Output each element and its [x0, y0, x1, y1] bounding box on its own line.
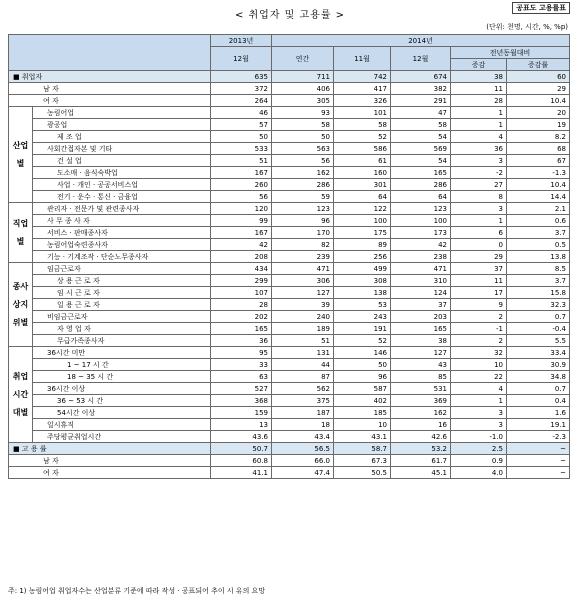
table-cell: ~: [507, 467, 570, 479]
table-cell: 167: [211, 227, 272, 239]
table-cell: 238: [391, 251, 451, 263]
table-cell: 162: [391, 407, 451, 419]
table-cell: ~: [507, 443, 570, 455]
table-cell: 8.5: [507, 263, 570, 275]
table-cell: 99: [211, 215, 272, 227]
table-cell: 32: [451, 347, 507, 359]
row-label: 일시휴직: [33, 419, 211, 431]
table-cell: 1: [451, 395, 507, 407]
table-cell: 138: [334, 287, 391, 299]
row-label: 36시간 미만: [33, 347, 211, 359]
table-cell: 61.7: [391, 455, 451, 467]
table-cell: 4.0: [451, 467, 507, 479]
table-row: [9, 71, 570, 83]
table-cell: 100: [391, 215, 451, 227]
table-cell: 11: [451, 83, 507, 95]
table-cell: 674: [391, 71, 451, 83]
row-label: 제 조 업: [33, 131, 211, 143]
table-cell: 3.7: [507, 275, 570, 287]
table-cell: 173: [391, 227, 451, 239]
table-cell: 19.1: [507, 419, 570, 431]
table-cell: 46: [211, 107, 272, 119]
table-cell: 67: [507, 155, 570, 167]
table-row: [9, 371, 570, 383]
table-row: [9, 179, 570, 191]
table-cell: 14.4: [507, 191, 570, 203]
table-row: [9, 383, 570, 395]
unit-note: (단위: 천명, 시간, %, %p): [486, 23, 568, 31]
table-cell: 59: [272, 191, 334, 203]
table-cell: -0.4: [507, 323, 570, 335]
table-cell: 120: [211, 203, 272, 215]
table-cell: 165: [391, 167, 451, 179]
table-row: [9, 323, 570, 335]
table-cell: 30.9: [507, 359, 570, 371]
table-row: [9, 227, 570, 239]
table-cell: ~: [507, 455, 570, 467]
row-label: ■ 취업자: [9, 71, 211, 83]
table-cell: 58: [334, 119, 391, 131]
table-cell: 43.1: [334, 431, 391, 443]
row-label: 관리자 · 전문가 및 관련종사자: [33, 203, 211, 215]
table-cell: 67.3: [334, 455, 391, 467]
table-cell: 562: [272, 383, 334, 395]
table-cell: 122: [334, 203, 391, 215]
table-cell: 17: [451, 287, 507, 299]
table-row: [9, 455, 570, 467]
table-cell: 27: [451, 179, 507, 191]
row-label: 여 자: [9, 467, 211, 479]
table-cell: 185: [334, 407, 391, 419]
table-cell: 10: [451, 359, 507, 371]
table-row: [9, 203, 570, 215]
table-row: [9, 251, 570, 263]
table-cell: 66.0: [272, 455, 334, 467]
table-row: [9, 83, 570, 95]
table-cell: 43.4: [272, 431, 334, 443]
table-cell: 434: [211, 263, 272, 275]
table-cell: 310: [391, 275, 451, 287]
table-row: [9, 407, 570, 419]
row-label: 1 ~ 17 시 간: [33, 359, 211, 371]
table-cell: 47.4: [272, 467, 334, 479]
table-row: [9, 467, 570, 479]
table-cell: 20: [507, 107, 570, 119]
table-cell: 60.8: [211, 455, 272, 467]
table-cell: 107: [211, 287, 272, 299]
table-cell: 58: [272, 119, 334, 131]
header-2013-dec: 12월: [211, 47, 272, 71]
table-cell: 291: [391, 95, 451, 107]
table-cell: 95: [211, 347, 272, 359]
row-label: 남 자: [9, 455, 211, 467]
table-row: [9, 95, 570, 107]
table-row: [9, 311, 570, 323]
table-cell: 50.5: [334, 467, 391, 479]
table-cell: 191: [334, 323, 391, 335]
table-cell: 586: [334, 143, 391, 155]
table-cell: 306: [272, 275, 334, 287]
table-cell: 123: [391, 203, 451, 215]
table-cell: 527: [211, 383, 272, 395]
row-label: 전기 · 운수 · 통신 · 금융업: [33, 191, 211, 203]
row-label: 남 자: [9, 83, 211, 95]
table-cell: 53: [334, 299, 391, 311]
row-label: 건 설 업: [33, 155, 211, 167]
table-cell: 6: [451, 227, 507, 239]
table-cell: 0.7: [507, 311, 570, 323]
row-label: 광공업: [33, 119, 211, 131]
table-cell: 2.1: [507, 203, 570, 215]
table-cell: 187: [272, 407, 334, 419]
table-cell: 28: [451, 95, 507, 107]
table-cell: -2: [451, 167, 507, 179]
table-cell: 42: [211, 239, 272, 251]
row-label: 36 ~ 53 시 간: [33, 395, 211, 407]
row-label: 임금근로자: [33, 263, 211, 275]
table-cell: 167: [211, 167, 272, 179]
table-row: [9, 395, 570, 407]
table-row: [9, 335, 570, 347]
table-cell: 41.1: [211, 467, 272, 479]
table-cell: 308: [334, 275, 391, 287]
table-cell: -1.3: [507, 167, 570, 179]
table-cell: 123: [272, 203, 334, 215]
table-row: [9, 275, 570, 287]
table-cell: 36: [211, 335, 272, 347]
table-cell: 131: [272, 347, 334, 359]
table-cell: 170: [272, 227, 334, 239]
table-cell: 471: [272, 263, 334, 275]
table-cell: 8: [451, 191, 507, 203]
table-cell: 85: [391, 371, 451, 383]
table-cell: 16: [391, 419, 451, 431]
row-label: 주당평균취업시간: [33, 431, 211, 443]
table-cell: 208: [211, 251, 272, 263]
table-cell: 165: [211, 323, 272, 335]
table-cell: 162: [272, 167, 334, 179]
employment-table: [8, 34, 570, 479]
footnote: 주: 1) 농림어업 취업자수는 산업분류 기준에 따라 작성 · 공표되어 추이 시 유의 요망: [8, 587, 266, 595]
table-row: [9, 155, 570, 167]
table-cell: 63: [211, 371, 272, 383]
table-row: [9, 347, 570, 359]
group-label: 취업시간대별: [9, 347, 33, 443]
table-cell: 3: [451, 407, 507, 419]
table-cell: 57: [211, 119, 272, 131]
group-label: 종사상지위별: [9, 263, 33, 347]
table-cell: 50.7: [211, 443, 272, 455]
table-cell: 531: [391, 383, 451, 395]
table-cell: 60: [507, 71, 570, 83]
table-cell: 36: [451, 143, 507, 155]
table-cell: 19: [507, 119, 570, 131]
table-cell: 256: [334, 251, 391, 263]
table-cell: 15.8: [507, 287, 570, 299]
table-cell: 0.4: [507, 395, 570, 407]
table-cell: 32.3: [507, 299, 570, 311]
table-cell: 375: [272, 395, 334, 407]
table-cell: 34.8: [507, 371, 570, 383]
table-cell: 50: [211, 131, 272, 143]
table-cell: 124: [391, 287, 451, 299]
table-cell: 29: [507, 83, 570, 95]
table-cell: 33: [211, 359, 272, 371]
table-cell: 52: [334, 131, 391, 143]
table-cell: 37: [391, 299, 451, 311]
table-cell: 1: [451, 215, 507, 227]
table-cell: 0: [451, 239, 507, 251]
table-cell: 635: [211, 71, 272, 83]
header-yoy: 전년동월대비: [451, 47, 570, 59]
table-cell: 160: [334, 167, 391, 179]
table-cell: 10.4: [507, 95, 570, 107]
table-cell: 742: [334, 71, 391, 83]
page-title: < 취업자 및 고용률 >: [234, 10, 346, 21]
table-cell: 53.2: [391, 443, 451, 455]
table-cell: 3: [451, 419, 507, 431]
table-cell: 0.9: [451, 455, 507, 467]
table-cell: 4: [451, 131, 507, 143]
header-annual: 연간: [272, 47, 334, 71]
table-cell: 0.7: [507, 383, 570, 395]
table-cell: 159: [211, 407, 272, 419]
table-row: [9, 119, 570, 131]
table-cell: 56: [272, 155, 334, 167]
table-cell: 45.1: [391, 467, 451, 479]
table-cell: 42: [391, 239, 451, 251]
table-cell: -1: [451, 323, 507, 335]
table-cell: 61: [334, 155, 391, 167]
row-label: 임 시 근 로 자: [33, 287, 211, 299]
table-cell: 471: [391, 263, 451, 275]
table-cell: 2.5: [451, 443, 507, 455]
table-cell: 52: [334, 335, 391, 347]
table-cell: 569: [391, 143, 451, 155]
row-label: 18 ~ 35 시 간: [33, 371, 211, 383]
table-cell: 8.2: [507, 131, 570, 143]
table-cell: 28: [211, 299, 272, 311]
table-cell: 1.6: [507, 407, 570, 419]
table-cell: 146: [334, 347, 391, 359]
table-cell: 50: [272, 131, 334, 143]
table-cell: 165: [391, 323, 451, 335]
table-row: [9, 263, 570, 275]
table-cell: 1: [451, 107, 507, 119]
table-cell: 402: [334, 395, 391, 407]
table-cell: 96: [272, 215, 334, 227]
table-cell: 58.7: [334, 443, 391, 455]
table-cell: 260: [211, 179, 272, 191]
table-cell: 9: [451, 299, 507, 311]
table-cell: 286: [272, 179, 334, 191]
row-label: ■ 고 용 률: [9, 443, 211, 455]
table-row: [9, 167, 570, 179]
group-label: 산업별: [9, 107, 33, 203]
row-label: 일 용 근 로 자: [33, 299, 211, 311]
table-cell: -2.3: [507, 431, 570, 443]
table-cell: 18: [272, 419, 334, 431]
table-row: [9, 431, 570, 443]
table-cell: 37: [451, 263, 507, 275]
table-cell: 13: [211, 419, 272, 431]
table-row: [9, 215, 570, 227]
table-cell: 22: [451, 371, 507, 383]
row-label: 도소매 · 음식숙박업: [33, 167, 211, 179]
table-cell: 50: [334, 359, 391, 371]
table-cell: 44: [272, 359, 334, 371]
table-cell: 417: [334, 83, 391, 95]
table-cell: 100: [334, 215, 391, 227]
table-cell: 54: [391, 131, 451, 143]
table-cell: 1: [451, 119, 507, 131]
table-cell: 382: [391, 83, 451, 95]
table-cell: 51: [211, 155, 272, 167]
table-cell: 101: [334, 107, 391, 119]
row-label: 농림어업: [33, 107, 211, 119]
table-cell: 587: [334, 383, 391, 395]
table-cell: 56: [211, 191, 272, 203]
row-label: 사 무 종 사 자: [33, 215, 211, 227]
table-cell: 5.5: [507, 335, 570, 347]
header-dec: 12월: [391, 47, 451, 71]
table-cell: 29: [451, 251, 507, 263]
table-cell: 203: [391, 311, 451, 323]
table-cell: 54: [391, 155, 451, 167]
group-label: 직업별: [9, 203, 33, 263]
row-label: 비임금근로자: [33, 311, 211, 323]
row-label: 사업 · 개인 · 공공서비스업: [33, 179, 211, 191]
table-cell: 326: [334, 95, 391, 107]
table-body: [9, 71, 570, 479]
table-cell: 43: [391, 359, 451, 371]
table-cell: 299: [211, 275, 272, 287]
table-cell: 406: [272, 83, 334, 95]
table-cell: 58: [391, 119, 451, 131]
table-cell: 64: [334, 191, 391, 203]
table-row: [9, 239, 570, 251]
table-cell: 264: [211, 95, 272, 107]
table-cell: 10: [334, 419, 391, 431]
table-cell: 189: [272, 323, 334, 335]
row-label: 농림어업숙련종사자: [33, 239, 211, 251]
table-cell: 33.4: [507, 347, 570, 359]
table-cell: 175: [334, 227, 391, 239]
table-cell: 38: [451, 71, 507, 83]
table-cell: 96: [334, 371, 391, 383]
table-cell: 89: [334, 239, 391, 251]
table-cell: 369: [391, 395, 451, 407]
table-cell: 11: [451, 275, 507, 287]
table-cell: 3: [451, 155, 507, 167]
table-cell: 239: [272, 251, 334, 263]
header-nov: 11월: [334, 47, 391, 71]
row-label: 자 영 업 자: [33, 323, 211, 335]
table-cell: 13.8: [507, 251, 570, 263]
table-cell: 243: [334, 311, 391, 323]
table-cell: 563: [272, 143, 334, 155]
row-label: 사회간접자본 및 기타: [33, 143, 211, 155]
row-label: 54시간 이상: [33, 407, 211, 419]
table-row: [9, 419, 570, 431]
table-cell: 3.7: [507, 227, 570, 239]
header-blank: [9, 35, 211, 71]
table-cell: 301: [334, 179, 391, 191]
table-cell: 368: [211, 395, 272, 407]
table-cell: 38: [391, 335, 451, 347]
table-row: [9, 143, 570, 155]
table-cell: 56.5: [272, 443, 334, 455]
table-row: [9, 107, 570, 119]
table-cell: 68: [507, 143, 570, 155]
header-rate: 증감률: [507, 59, 570, 71]
table-row: [9, 191, 570, 203]
table-cell: 51: [272, 335, 334, 347]
table-cell: 0.6: [507, 215, 570, 227]
table-cell: 2: [451, 335, 507, 347]
header-2013: 2013년: [211, 35, 272, 47]
table-cell: 127: [391, 347, 451, 359]
table-cell: 711: [272, 71, 334, 83]
row-label: 여 자: [9, 95, 211, 107]
table-cell: 4: [451, 383, 507, 395]
table-cell: 499: [334, 263, 391, 275]
row-label: 36시간 이상: [33, 383, 211, 395]
table-cell: 93: [272, 107, 334, 119]
table-cell: 286: [391, 179, 451, 191]
table-cell: 10.4: [507, 179, 570, 191]
table-cell: 39: [272, 299, 334, 311]
table-cell: 0.5: [507, 239, 570, 251]
table-cell: -1.0: [451, 431, 507, 443]
table-row: [9, 359, 570, 371]
header-2014: 2014년: [272, 35, 570, 47]
table-row: [9, 287, 570, 299]
table-cell: 240: [272, 311, 334, 323]
table-cell: 3: [451, 203, 507, 215]
table-cell: 2: [451, 311, 507, 323]
header-change: 증감: [451, 59, 507, 71]
table-row: [9, 443, 570, 455]
row-label: 상 용 근 로 자: [33, 275, 211, 287]
table-cell: 372: [211, 83, 272, 95]
row-label: 무급가족종사자: [33, 335, 211, 347]
table-cell: 64: [391, 191, 451, 203]
table-cell: 47: [391, 107, 451, 119]
table-cell: 42.6: [391, 431, 451, 443]
table-cell: 127: [272, 287, 334, 299]
row-label: 기능 · 기계조작 · 단순노무종사자: [33, 251, 211, 263]
row-label: 서비스 · 판매종사자: [33, 227, 211, 239]
table-cell: 82: [272, 239, 334, 251]
table-row: [9, 131, 570, 143]
table-cell: 87: [272, 371, 334, 383]
source-badge: 공표도 고용률표: [512, 2, 570, 14]
table-cell: 202: [211, 311, 272, 323]
table-cell: 43.6: [211, 431, 272, 443]
table-cell: 305: [272, 95, 334, 107]
table-row: [9, 299, 570, 311]
table-cell: 533: [211, 143, 272, 155]
